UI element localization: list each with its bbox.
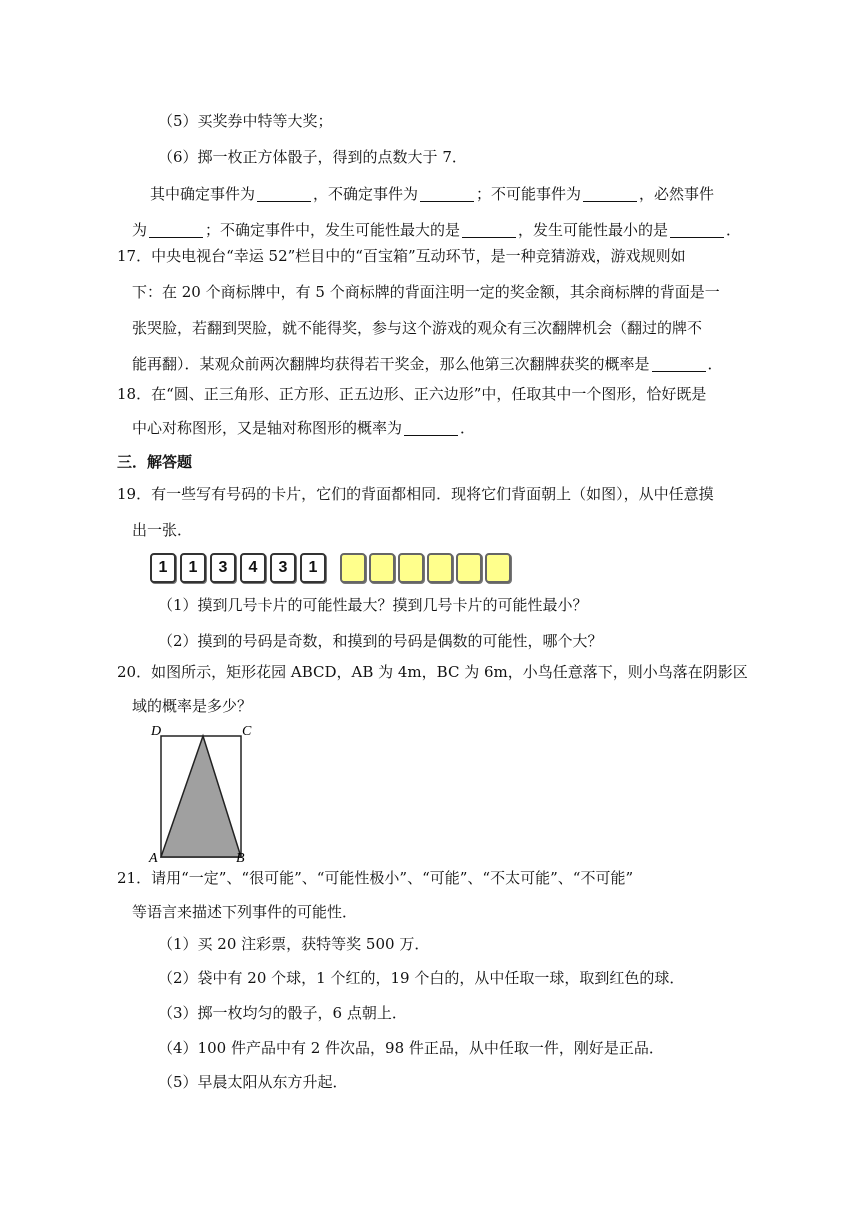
q21-sub-2: （2）袋中有 20 个球，1 个红的，19 个白的，从中任取一球，取到红色的球． (158, 969, 685, 987)
q19-line-2: 出一张． (132, 521, 193, 539)
q18-line-1: 18．在“圆、正三角形、正方形、正五边形、正六边形”中，任取其中一个图形，恰好既是 (117, 385, 707, 403)
q21-line-1: 21．请用“一定”、“很可能”、“可能性极小”、“可能”、“不太可能”、“不可能” (117, 869, 634, 887)
card-front: 1 (150, 553, 176, 583)
q17-line-2: 下：在 20 个商标牌中，有 5 个商标牌的背面注明一定的奖金额，其余商标牌的背面是一 (132, 283, 720, 301)
answer-blank (462, 221, 516, 238)
q17-line-4: 能再翻）．某观众前两次翻牌均获得若干奖金，那么他第三次翻牌获奖的概率是 ． (132, 355, 723, 373)
label-c: C (242, 724, 252, 739)
section-heading: 三．解答题 (117, 453, 193, 471)
shaded-triangle (161, 736, 241, 857)
answer-blank (670, 221, 724, 238)
q17-line-1: 17．中央电视台“幸运 52”栏目中的“百宝箱”互动环节，是一种竞猜游戏，游戏规则如 (117, 247, 686, 265)
card-front: 3 (210, 553, 236, 583)
answer-blank (149, 221, 203, 238)
card-back (456, 553, 482, 583)
answer-blank (652, 355, 706, 372)
answer-blank (404, 419, 458, 436)
q19-sub-1: （1）摸到几号卡片的可能性最大？摸到几号卡片的可能性最小？ (158, 596, 588, 614)
q21-sub-1: （1）买 20 注彩票，获特等奖 500 万． (158, 935, 430, 953)
card-back (340, 553, 366, 583)
q16-line-a: 其中确定事件为 ，不确定事件为 ；不可能事件为 ，必然事件 (150, 185, 715, 203)
card-back (485, 553, 511, 583)
answer-blank (420, 185, 474, 202)
rectangle-garden-figure (145, 720, 260, 865)
q17-line-3: 张哭脸，若翻到哭脸，就不能得奖，参与这个游戏的观众有三次翻牌机会（翻过的牌不 (132, 319, 703, 337)
label-d: D (151, 724, 162, 739)
q21-sub-5: （5）早晨太阳从东方升起． (158, 1073, 348, 1091)
q21-sub-3: （3）掷一枚均匀的骰子，6 点朝上． (158, 1004, 407, 1022)
card-front: 1 (180, 553, 206, 583)
q21-sub-4: （4）100 件产品中有 2 件次品，98 件正品，从中任取一件，刚好是正品． (158, 1039, 664, 1057)
card-back (398, 553, 424, 583)
card-back (427, 553, 453, 583)
card-back (369, 553, 395, 583)
q16-line-b: 为 ；不确定事件中，发生可能性最大的是 ，发生可能性最小的是 ． (132, 221, 742, 239)
q19-sub-2: （2）摸到的号码是奇数，和摸到的号码是偶数的可能性，哪个大？ (158, 632, 603, 650)
answer-blank (583, 185, 637, 202)
q19-line-1: 19．有一些写有号码的卡片，它们的背面都相同．现将它们背面朝上（如图），从中任意摸 (117, 485, 714, 503)
label-a: A (149, 851, 158, 865)
label-b: B (236, 851, 245, 865)
q18-line-2: 中心对称图形，又是轴对称图形的概率为 ． (132, 419, 476, 437)
q20-line-2: 域的概率是多少？ (132, 697, 253, 715)
answer-blank (257, 185, 311, 202)
card-front: 4 (240, 553, 266, 583)
card-front: 1 (300, 553, 326, 583)
item-5: （5）买奖券中特等大奖； (158, 112, 333, 130)
q20-line-1: 20．如图所示，矩形花园 ABCD，AB 为 4m，BC 为 6m，小鸟任意落下，则小鸟落在阴影区 (117, 663, 748, 681)
card-front: 3 (270, 553, 296, 583)
q21-line-2: 等语言来描述下列事件的可能性． (132, 903, 358, 921)
item-6: （6）掷一枚正方体骰子，得到的点数大于 7． (158, 148, 467, 166)
